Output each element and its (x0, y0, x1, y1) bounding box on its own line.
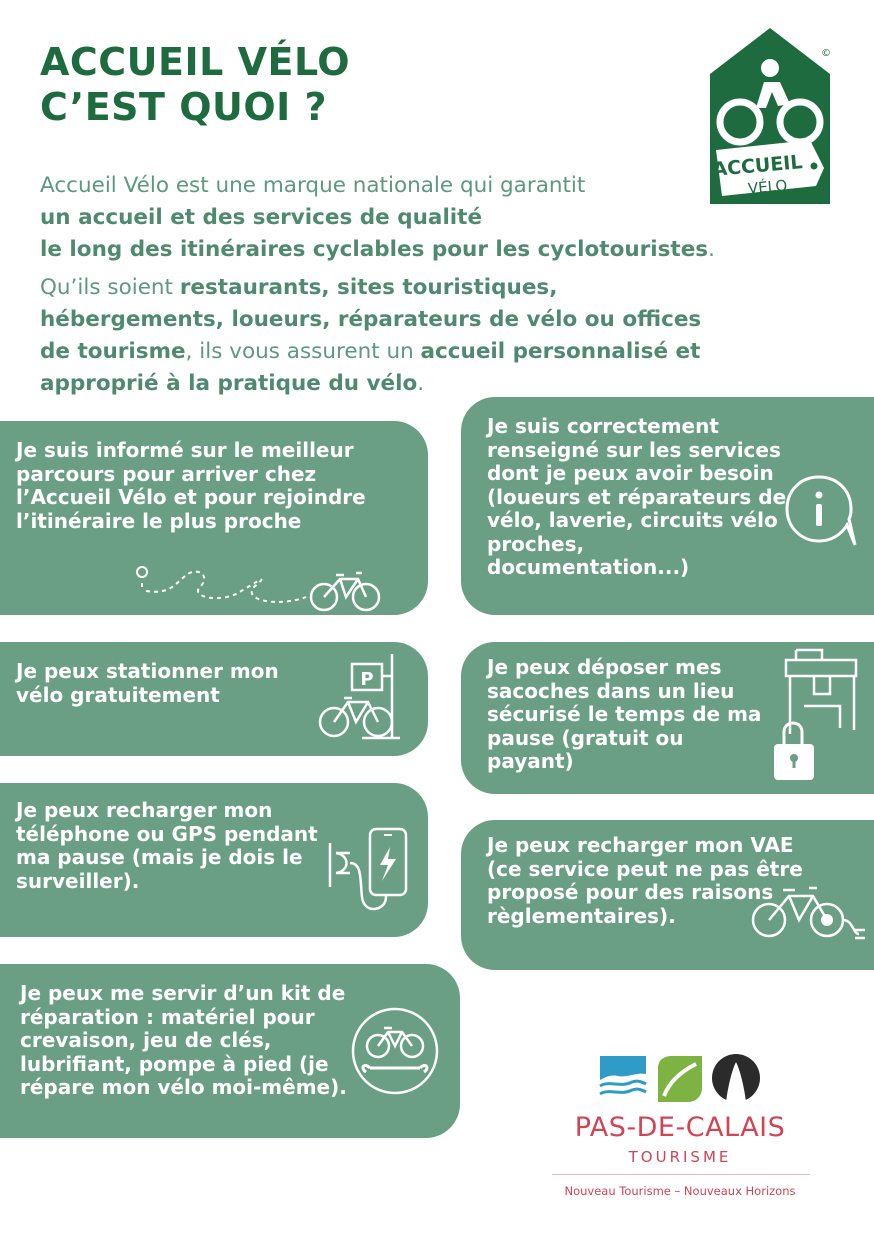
bag-lock-icon (766, 646, 866, 786)
info-bubble-icon (783, 473, 857, 547)
intro-p2-bold-c: de tourisme (40, 339, 186, 364)
card-ebike-text: Je peux recharger mon VAE (ce service peut ne pas être proposé pour des raisons règlementaires). (487, 833, 803, 928)
intro-p1-plain: Accueil Vélo est une marque nationale qui garantit (40, 173, 586, 198)
ebike-charge-icon (747, 880, 869, 950)
bike-parking-icon (312, 652, 406, 742)
intro-text (40, 170, 790, 406)
brand-name: PAS-DE-CALAIS (574, 1112, 786, 1143)
intro-p1-end: . (708, 237, 715, 262)
card-info-text: Je suis correctement renseigné sur les services dont je peux avoir besoin (loueurs et réparateurs de vélo, laverie, circuits vélo proches, documentation...) (487, 414, 787, 579)
intro-p2-bold-e: approprié à la pratique du vélo (40, 371, 418, 396)
card-phone-charging (0, 783, 428, 937)
card-parking-text: Je peux stationner mon vélo gratuitement (16, 659, 279, 707)
intro-p2-plain-b: , ils vous assurent un (185, 339, 421, 364)
card-repair-kit (0, 964, 460, 1138)
card-repair-text: Je peux me servir d’un kit de réparation : matériel pour crevaison, jeu de clés, lubrifiant, pompe à pied (je répare mon vélo moi-même). (20, 981, 347, 1099)
card-bag-storage (461, 642, 874, 794)
svg-text:P: P (360, 669, 374, 690)
pas-de-calais-tourisme-logo (540, 1050, 820, 1210)
intro-p1-bold-a: un accueil et des services de qualité (40, 205, 483, 230)
intro-paragraph-1 (40, 170, 790, 266)
card-services-info (461, 397, 874, 615)
leaf-icon (658, 1056, 702, 1102)
card-route-info (0, 421, 428, 615)
repair-kit-icon (350, 1006, 440, 1096)
logo-word-2: VÉLO (747, 176, 788, 198)
intro-p2-end: . (417, 371, 425, 396)
title-line-2: C’EST QUOI ? (40, 85, 328, 129)
page-title (40, 40, 350, 130)
phone-charge-icon (326, 825, 416, 915)
card-phone-text: Je peux recharger mon téléphone ou GPS pendant ma pause (mais je dois le surveiller). (16, 798, 318, 893)
card-ebike-charging (461, 820, 874, 970)
intro-paragraph-2 (40, 272, 790, 400)
brand-sub: TOURISME (628, 1148, 732, 1166)
logo-word-1: ACCUEIL (711, 151, 804, 181)
title-line-1: ACCUEIL VÉLO (40, 40, 351, 84)
divider (552, 1174, 810, 1175)
intro-p2-plain-a: Qu’ils soient (40, 275, 180, 300)
card-bags-text: Je peux déposer mes sacoches dans un lieu sécurisé le temps de ma pause (gratuit ou payant) (487, 655, 762, 773)
card-route-text: Je suis informé sur le meilleur parcours pour arriver chez l’Accueil Vélo et pour rejoindre l’itinéraire le plus proche (16, 438, 366, 533)
intro-p1-bold-b: le long des itinéraires cyclables pour les cyclotouristes (40, 237, 709, 262)
rock-icon (712, 1054, 760, 1102)
route-bike-icon (130, 563, 385, 613)
waves-icon (600, 1056, 646, 1102)
logo-copyright: © (821, 48, 831, 59)
intro-p2-bold-d: accueil personnalisé et (420, 339, 701, 364)
brand-tagline: Nouveau Tourisme – Nouveaux Horizons (564, 1184, 796, 1198)
intro-p2-bold-a: restaurants, sites touristiques, (179, 275, 558, 300)
card-bike-parking (0, 642, 428, 756)
intro-p2-bold-b: hébergements, loueurs, réparateurs de vélo ou offices (40, 307, 702, 332)
